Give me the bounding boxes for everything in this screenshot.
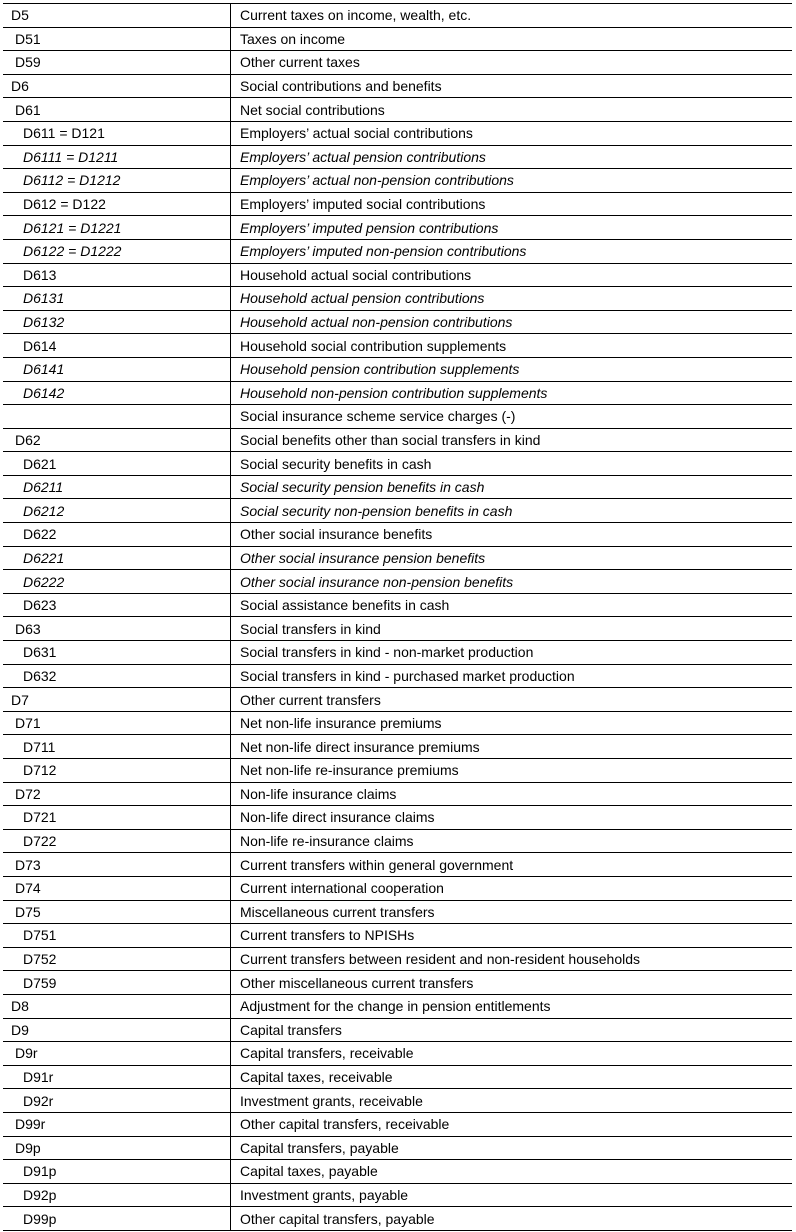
- table-row: [3, 98, 792, 122]
- row-description: Other social insurance non-pension benefits: [231, 570, 793, 594]
- row-code: D6121 = D1221: [3, 216, 231, 240]
- row-description: Social security pension benefits in cash: [231, 475, 793, 499]
- table-row: [3, 1160, 792, 1184]
- table-row: [3, 357, 792, 381]
- row-code: D612 = D122: [3, 192, 231, 216]
- row-description: Social transfers in kind - purchased market production: [231, 664, 793, 688]
- table-row: [3, 499, 792, 523]
- table-row: [3, 971, 792, 995]
- table-row: [3, 263, 792, 287]
- row-description: Non-life insurance claims: [231, 782, 793, 806]
- row-code: D9r: [3, 1042, 231, 1066]
- table-row: [3, 853, 792, 877]
- table-row: [3, 51, 792, 75]
- row-description: Household actual non-pension contributions: [231, 310, 793, 334]
- table-row: [3, 192, 792, 216]
- row-code: D9: [3, 1018, 231, 1042]
- row-code: D7: [3, 688, 231, 712]
- table-row: [3, 593, 792, 617]
- row-description: Investment grants, payable: [231, 1183, 793, 1207]
- row-code: D99r: [3, 1112, 231, 1136]
- table-row: [3, 1207, 792, 1231]
- table-body: [3, 4, 792, 1231]
- table-row: [3, 664, 792, 688]
- table-row: [3, 428, 792, 452]
- row-code: D6132: [3, 310, 231, 334]
- row-code: D632: [3, 664, 231, 688]
- row-description: Investment grants, receivable: [231, 1089, 793, 1113]
- table-row: [3, 1089, 792, 1113]
- row-code: D6221: [3, 546, 231, 570]
- row-code: D51: [3, 27, 231, 51]
- table-row: [3, 947, 792, 971]
- row-code: D74: [3, 876, 231, 900]
- row-description: Employers’ imputed non-pension contributions: [231, 239, 793, 263]
- row-code: D621: [3, 452, 231, 476]
- row-description: Employers’ imputed social contributions: [231, 192, 793, 216]
- row-description: Net non-life direct insurance premiums: [231, 735, 793, 759]
- row-description: Household actual pension contributions: [231, 287, 793, 311]
- row-description: Social transfers in kind - non-market production: [231, 641, 793, 665]
- row-description: Capital taxes, receivable: [231, 1065, 793, 1089]
- row-code: D91p: [3, 1160, 231, 1184]
- table-row: [3, 900, 792, 924]
- table-row: [3, 334, 792, 358]
- table-row: [3, 475, 792, 499]
- table-row: [3, 121, 792, 145]
- row-description: Household non-pension contribution supplements: [231, 381, 793, 405]
- table-row: [3, 216, 792, 240]
- table-row: [3, 1065, 792, 1089]
- row-description: Social insurance scheme service charges (-): [231, 405, 793, 429]
- table-row: [3, 688, 792, 712]
- row-description: Net non-life re-insurance premiums: [231, 759, 793, 783]
- table-row: [3, 994, 792, 1018]
- table-row: [3, 570, 792, 594]
- table-row: [3, 876, 792, 900]
- row-description: Household actual social contributions: [231, 263, 793, 287]
- row-description: Taxes on income: [231, 27, 793, 51]
- transaction-codes-table: [3, 3, 792, 1231]
- table-row: [3, 641, 792, 665]
- row-code: D73: [3, 853, 231, 877]
- table-row: [3, 239, 792, 263]
- row-description: Current international cooperation: [231, 876, 793, 900]
- row-description: Social benefits other than social transfers in kind: [231, 428, 793, 452]
- table-row: [3, 310, 792, 334]
- row-description: Social security non-pension benefits in cash: [231, 499, 793, 523]
- row-description: Current transfers to NPISHs: [231, 924, 793, 948]
- row-description: Capital transfers, payable: [231, 1136, 793, 1160]
- row-code: D722: [3, 829, 231, 853]
- row-code: D9p: [3, 1136, 231, 1160]
- row-description: Capital transfers: [231, 1018, 793, 1042]
- table-row: [3, 169, 792, 193]
- row-description: Household social contribution supplements: [231, 334, 793, 358]
- row-code: D71: [3, 711, 231, 735]
- table-row: [3, 546, 792, 570]
- row-code: D6211: [3, 475, 231, 499]
- row-code: D611 = D121: [3, 121, 231, 145]
- row-description: Social security benefits in cash: [231, 452, 793, 476]
- row-code: D721: [3, 806, 231, 830]
- row-description: Employers’ actual pension contributions: [231, 145, 793, 169]
- row-description: Non-life direct insurance claims: [231, 806, 793, 830]
- row-code: D614: [3, 334, 231, 358]
- table-row: [3, 452, 792, 476]
- row-code: D91r: [3, 1065, 231, 1089]
- row-description: Current taxes on income, wealth, etc.: [231, 4, 793, 28]
- row-description: Capital taxes, payable: [231, 1160, 793, 1184]
- row-description: Social transfers in kind: [231, 617, 793, 641]
- table-row: [3, 1112, 792, 1136]
- row-description: Other miscellaneous current transfers: [231, 971, 793, 995]
- row-description: Employers’ actual social contributions: [231, 121, 793, 145]
- row-code: D759: [3, 971, 231, 995]
- row-code: D6131: [3, 287, 231, 311]
- row-description: Household pension contribution supplements: [231, 357, 793, 381]
- row-description: Other current transfers: [231, 688, 793, 712]
- row-code: [3, 405, 231, 429]
- row-code: D63: [3, 617, 231, 641]
- table-row: [3, 924, 792, 948]
- table-row: [3, 145, 792, 169]
- row-code: D6212: [3, 499, 231, 523]
- row-description: Capital transfers, receivable: [231, 1042, 793, 1066]
- row-description: Other social insurance benefits: [231, 523, 793, 547]
- row-description: Employers’ imputed pension contributions: [231, 216, 793, 240]
- row-code: D712: [3, 759, 231, 783]
- row-code: D5: [3, 4, 231, 28]
- table-row: [3, 27, 792, 51]
- table-row: [3, 735, 792, 759]
- table-row: [3, 711, 792, 735]
- row-code: D75: [3, 900, 231, 924]
- table-row: [3, 381, 792, 405]
- row-code: D61: [3, 98, 231, 122]
- row-code: D752: [3, 947, 231, 971]
- row-code: D631: [3, 641, 231, 665]
- row-code: D613: [3, 263, 231, 287]
- row-description: Other capital transfers, payable: [231, 1207, 793, 1231]
- row-code: D8: [3, 994, 231, 1018]
- row-description: Net non-life insurance premiums: [231, 711, 793, 735]
- table-row: [3, 405, 792, 429]
- row-description: Miscellaneous current transfers: [231, 900, 793, 924]
- row-description: Other social insurance pension benefits: [231, 546, 793, 570]
- table-row: [3, 829, 792, 853]
- table-row: [3, 759, 792, 783]
- row-description: Employers’ actual non-pension contributions: [231, 169, 793, 193]
- table-row: [3, 1136, 792, 1160]
- row-code: D92p: [3, 1183, 231, 1207]
- table-row: [3, 806, 792, 830]
- row-code: D6122 = D1222: [3, 239, 231, 263]
- row-description: Net social contributions: [231, 98, 793, 122]
- row-description: Other current taxes: [231, 51, 793, 75]
- row-code: D6: [3, 74, 231, 98]
- row-code: D6112 = D1212: [3, 169, 231, 193]
- row-code: D623: [3, 593, 231, 617]
- table-row: [3, 287, 792, 311]
- row-description: Adjustment for the change in pension entitlements: [231, 994, 793, 1018]
- table-row: [3, 74, 792, 98]
- table-row: [3, 1183, 792, 1207]
- row-description: Social contributions and benefits: [231, 74, 793, 98]
- row-description: Other capital transfers, receivable: [231, 1112, 793, 1136]
- row-code: D6141: [3, 357, 231, 381]
- row-code: D92r: [3, 1089, 231, 1113]
- row-code: D711: [3, 735, 231, 759]
- row-code: D59: [3, 51, 231, 75]
- row-code: D6142: [3, 381, 231, 405]
- row-description: Current transfers within general government: [231, 853, 793, 877]
- row-code: D62: [3, 428, 231, 452]
- row-code: D6111 = D1211: [3, 145, 231, 169]
- row-description: Social assistance benefits in cash: [231, 593, 793, 617]
- row-code: D6222: [3, 570, 231, 594]
- row-code: D751: [3, 924, 231, 948]
- row-code: D72: [3, 782, 231, 806]
- table-row: [3, 523, 792, 547]
- table-row: [3, 4, 792, 28]
- row-code: D99p: [3, 1207, 231, 1231]
- table-row: [3, 617, 792, 641]
- row-code: D622: [3, 523, 231, 547]
- table-row: [3, 1042, 792, 1066]
- table-row: [3, 1018, 792, 1042]
- row-description: Current transfers between resident and non-resident households: [231, 947, 793, 971]
- row-description: Non-life re-insurance claims: [231, 829, 793, 853]
- table-row: [3, 782, 792, 806]
